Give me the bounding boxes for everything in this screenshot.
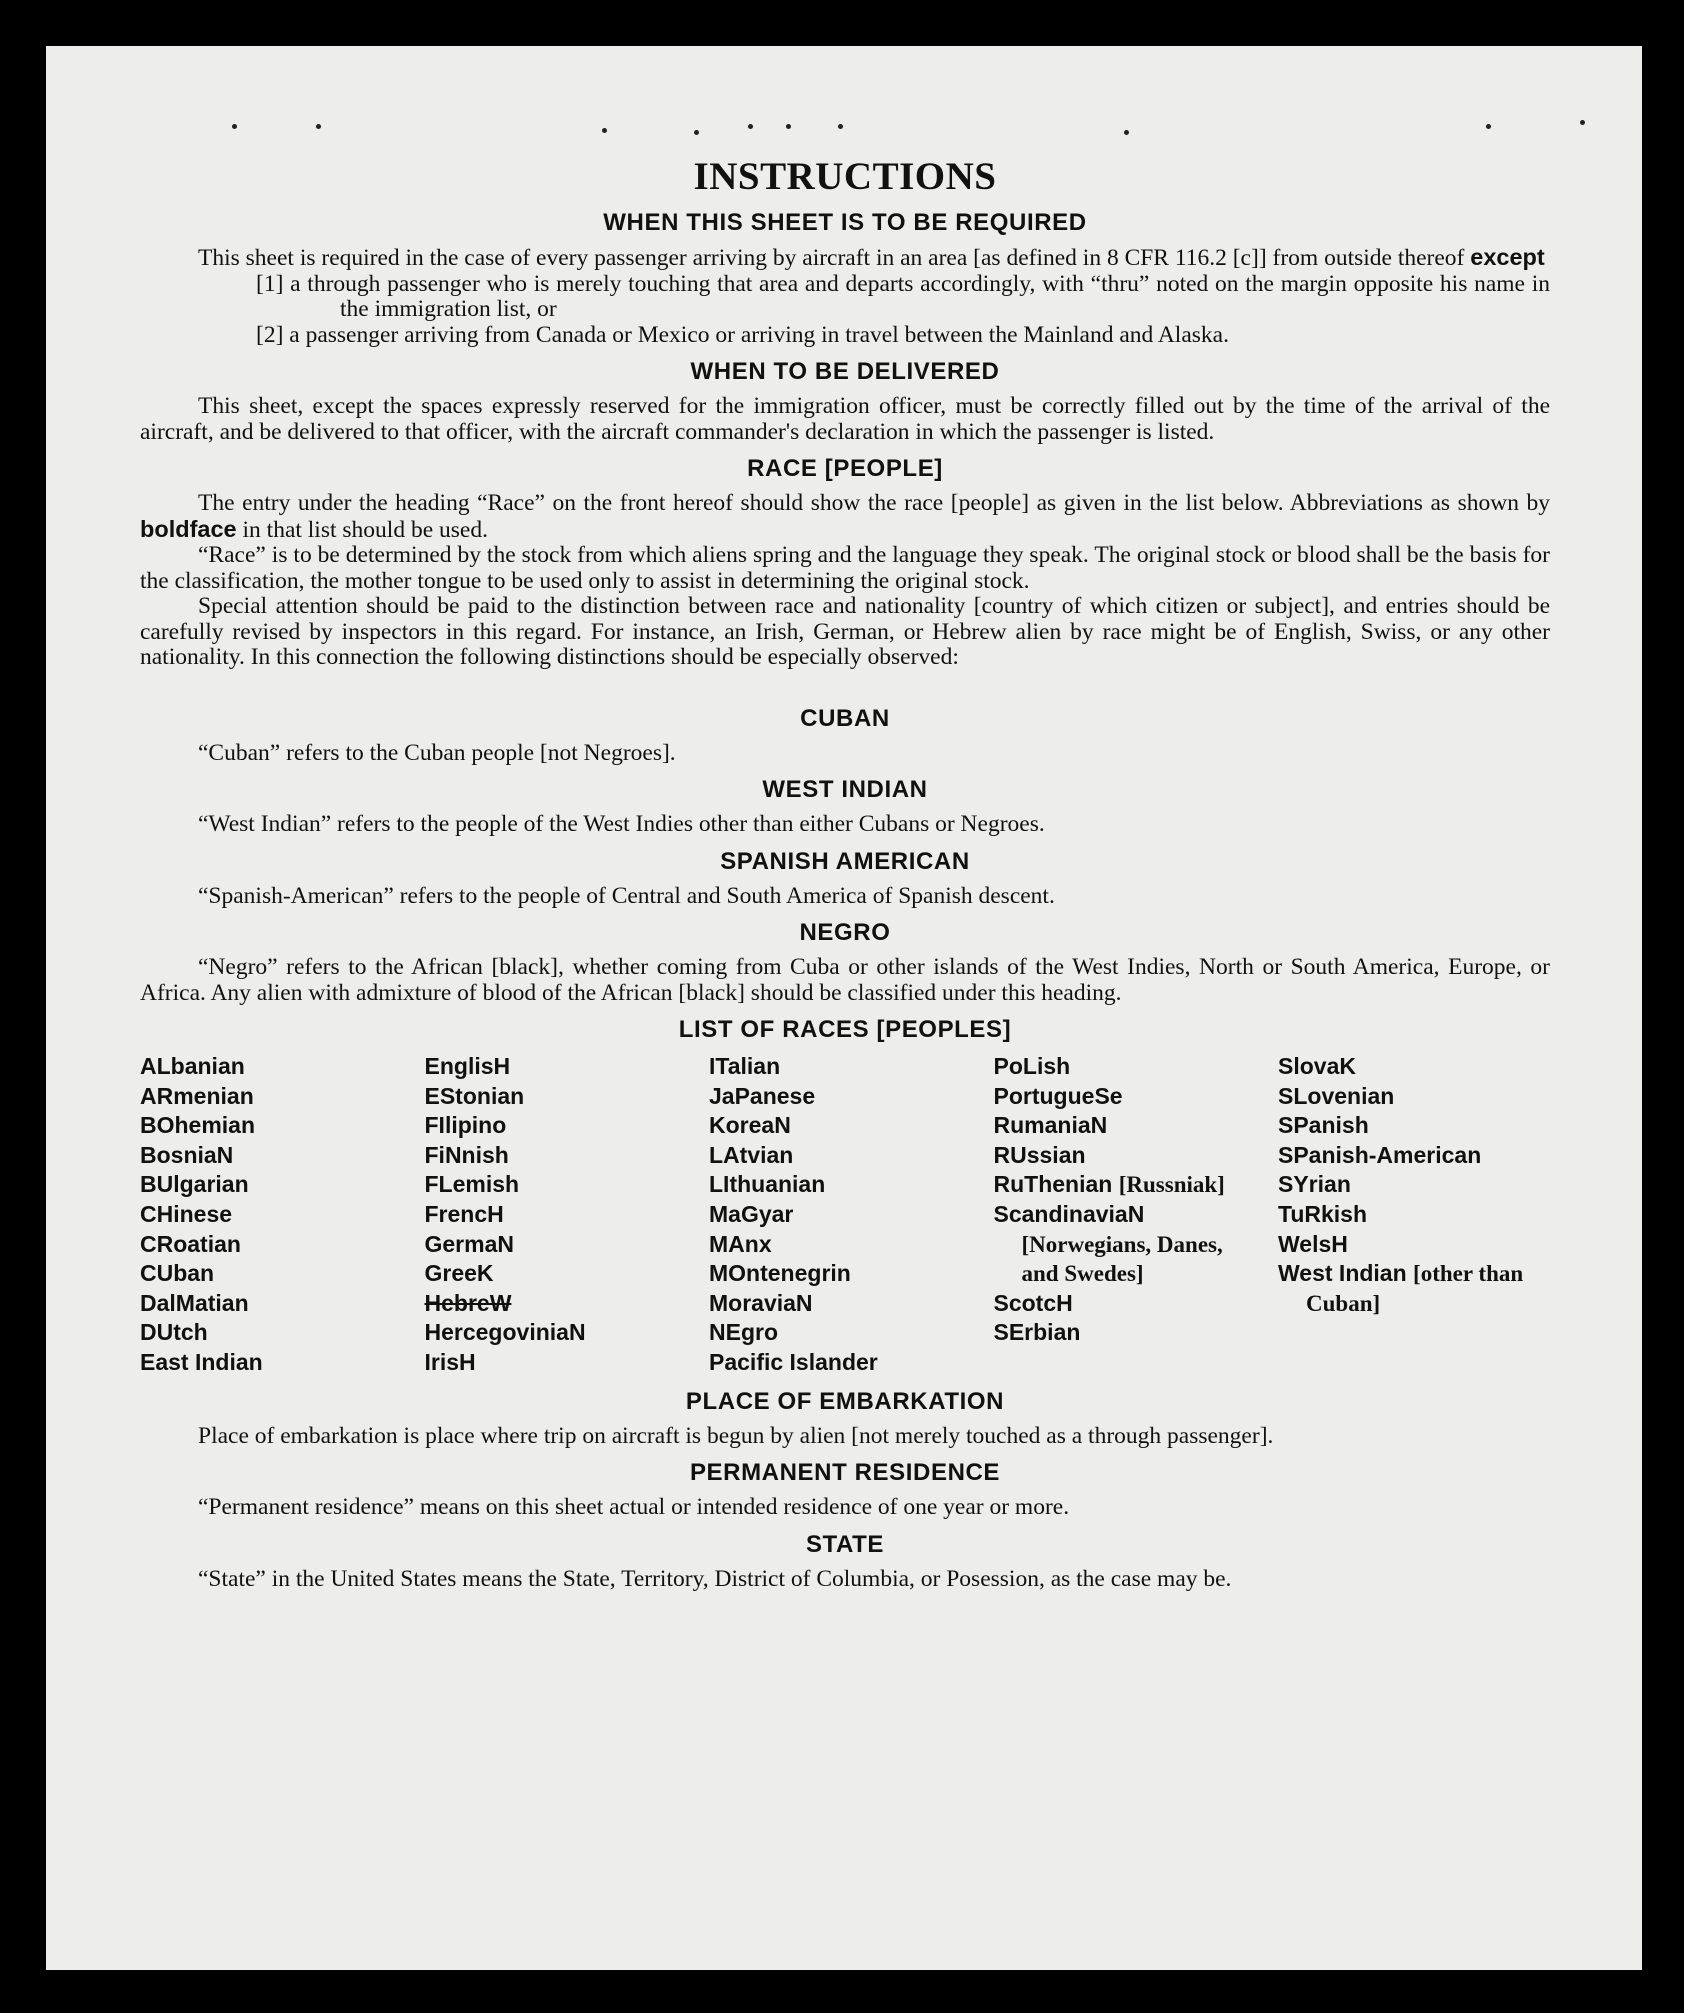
list-item-struck: HebreW: [424, 1289, 512, 1316]
race-paragraph-3: Special attention should be paid to the distinction between race and nationality [country of which citizen or subject], and entries should be carefully revised by inspectors in this regard. For instance, an Irish, German, or Hebrew alien by race might be of English, Swiss, or any other nationality. In this connection the following distinctions should be especially observed:: [140, 593, 1550, 670]
scan-specks: [46, 124, 1642, 134]
list-item: FIlipino: [424, 1112, 507, 1139]
list-item: LAtvian: [709, 1141, 794, 1168]
list-item: EnglisH: [424, 1053, 511, 1079]
heading-spanish-american: SPANISH AMERICAN: [720, 847, 970, 875]
list-item: GreeK: [424, 1260, 494, 1287]
speck: [1124, 130, 1129, 135]
speck: [786, 124, 791, 129]
list-item: TuRkish: [1278, 1200, 1368, 1227]
document-page: [46, 46, 1642, 1970]
list-item: ARmenian: [140, 1082, 254, 1109]
list-item: SPanish: [1278, 1112, 1369, 1139]
list-item: SYrian: [1278, 1171, 1351, 1198]
races-column-5: [1278, 1052, 1550, 1378]
embarkation-text: Place of embarkation is place where trip on aircraft is begun by alien [not merely touched as a through passenger].: [198, 1422, 1274, 1449]
list-item: FrencH: [424, 1200, 504, 1227]
spanish-american-text: “Spanish-American” refers to the people of Central and South America of Spanish descent.: [198, 882, 1055, 909]
races-column-4: [994, 1052, 1266, 1378]
list-item: MaGyar: [709, 1200, 794, 1227]
list-item: CUban: [140, 1260, 215, 1287]
list-item: SPanish-American: [1278, 1141, 1482, 1168]
list-item: PoLish: [993, 1053, 1071, 1079]
list-item: JaPanese: [709, 1082, 816, 1109]
required-intro: This sheet is required in the case of every passenger arriving by aircraft in an area [as defined in 8 CFR 116.2 [c]] from outside thereof except: [198, 244, 1545, 271]
heading-cuban: CUBAN: [800, 704, 890, 732]
list-item: LIthuanian: [709, 1171, 826, 1198]
list-item: MOntenegrin: [709, 1260, 851, 1287]
heading-required: WHEN THIS SHEET IS TO BE REQUIRED: [603, 209, 1087, 236]
races-column-3: [709, 1052, 981, 1378]
list-item: SLovenian: [1278, 1082, 1395, 1109]
speck: [1580, 120, 1585, 125]
list-item: SlovaK: [1278, 1053, 1356, 1079]
list-item: PortugueSe: [993, 1082, 1123, 1109]
speck: [316, 124, 321, 129]
speck: [694, 130, 699, 135]
list-item: ITalian: [709, 1053, 781, 1079]
list-item: DUtch: [140, 1319, 208, 1346]
list-item: BOhemian: [140, 1112, 256, 1139]
list-item: RUssian: [993, 1141, 1086, 1168]
list-item: DalMatian: [140, 1289, 249, 1316]
race-paragraph-2: “Race” is to be determined by the stock from which aliens spring and the language they speak. The original stock or blood shall be the basis for the classification, the mother tongue to be used only to assist in determining the original stock.: [140, 542, 1550, 594]
delivered-text: This sheet, except the spaces expressly reserved for the immigration officer, must be correctly filled out by the time of the arrival of the aircraft, and be delivered to that officer, with the aircraft commander's declaration in which the passenger is listed.: [140, 393, 1550, 445]
page-title: INSTRUCTIONS: [693, 155, 997, 198]
list-item: FLemish: [424, 1171, 520, 1198]
list-item: SErbian: [993, 1319, 1081, 1346]
heading-list-of-races: LIST OF RACES [PEOPLES]: [678, 1016, 1012, 1043]
speck: [232, 124, 237, 129]
required-item-1: [1] a through passenger who is merely touching that area and departs accordingly, with “thru” noted on the margin opposite his name in the immigration list, or: [256, 270, 1550, 322]
list-item: BosniaN: [140, 1141, 234, 1168]
races-list: [140, 1052, 1550, 1378]
list-item: IrisH: [424, 1348, 476, 1375]
speck: [838, 124, 843, 129]
list-item: ScotcH: [993, 1289, 1073, 1316]
list-item: MAnx: [709, 1230, 772, 1257]
list-item: CHinese: [140, 1200, 233, 1227]
list-item: Pacific Islander: [709, 1348, 878, 1375]
heading-west-indian: WEST INDIAN: [762, 776, 928, 803]
list-item: BUlgarian: [140, 1171, 249, 1198]
list-item: CRoatian: [140, 1230, 241, 1257]
races-column-1: [140, 1052, 412, 1378]
residence-text: “Permanent residence” means on this sheet actual or intended residence of one year or more.: [198, 1494, 1070, 1521]
list-item: KoreaN: [709, 1112, 791, 1139]
heading-race: RACE [PEOPLE]: [747, 455, 943, 482]
required-item-2: [2] a passenger arriving from Canada or Mexico or arriving in travel between the Mainland and Alaska.: [256, 321, 1229, 348]
race-paragraph-1: The entry under the heading “Race” on the front hereof should show the race [people] as given in the list below. Abbreviations as shown by boldface in that list should be used.: [140, 490, 1550, 543]
list-item: East Indian: [140, 1348, 263, 1375]
list-item: West Indian [other than Cuban]: [1278, 1260, 1524, 1316]
heading-delivered: WHEN TO BE DELIVERED: [690, 358, 1000, 385]
list-item: NEgro: [709, 1319, 778, 1346]
state-text: “State” in the United States means the State, Territory, District of Columbia, or Posession, as the case may be.: [198, 1565, 1232, 1592]
list-item: GermaN: [424, 1230, 514, 1257]
races-column-2: [425, 1052, 697, 1378]
negro-text: “Negro” refers to the African [black], whether coming from Cuba or other islands of the West Indies, North or South America, Europe, or Africa. Any alien with admixture of blood of the African [black] should be classified under this heading.: [140, 954, 1550, 1006]
heading-permanent-residence: PERMANENT RESIDENCE: [689, 1459, 1001, 1487]
speck: [602, 128, 607, 133]
list-item: FiNnish: [424, 1141, 509, 1168]
list-item: ALbanian: [140, 1053, 245, 1079]
list-item: RuThenian [Russniak]: [993, 1171, 1225, 1198]
heading-state: STATE: [805, 1530, 885, 1558]
list-item: EStonian: [424, 1082, 525, 1109]
list-item: WelsH: [1278, 1230, 1348, 1257]
speck: [1486, 124, 1491, 129]
west-indian-text: “West Indian” refers to the people of the West Indies other than either Cubans or Negroes.: [198, 811, 1045, 837]
list-item: ScandinaviaN [Norwegians, Danes, and Swedes]: [993, 1200, 1223, 1287]
speck: [748, 124, 753, 129]
cuban-text: “Cuban” refers to the Cuban people [not Negroes].: [198, 739, 676, 766]
heading-embarkation: PLACE OF EMBARKATION: [685, 1387, 1005, 1415]
list-item: RumaniaN: [993, 1112, 1108, 1139]
heading-negro: NEGRO: [799, 919, 891, 946]
list-item: MoraviaN: [709, 1289, 813, 1316]
list-item: HercegoviniaN: [424, 1319, 586, 1346]
